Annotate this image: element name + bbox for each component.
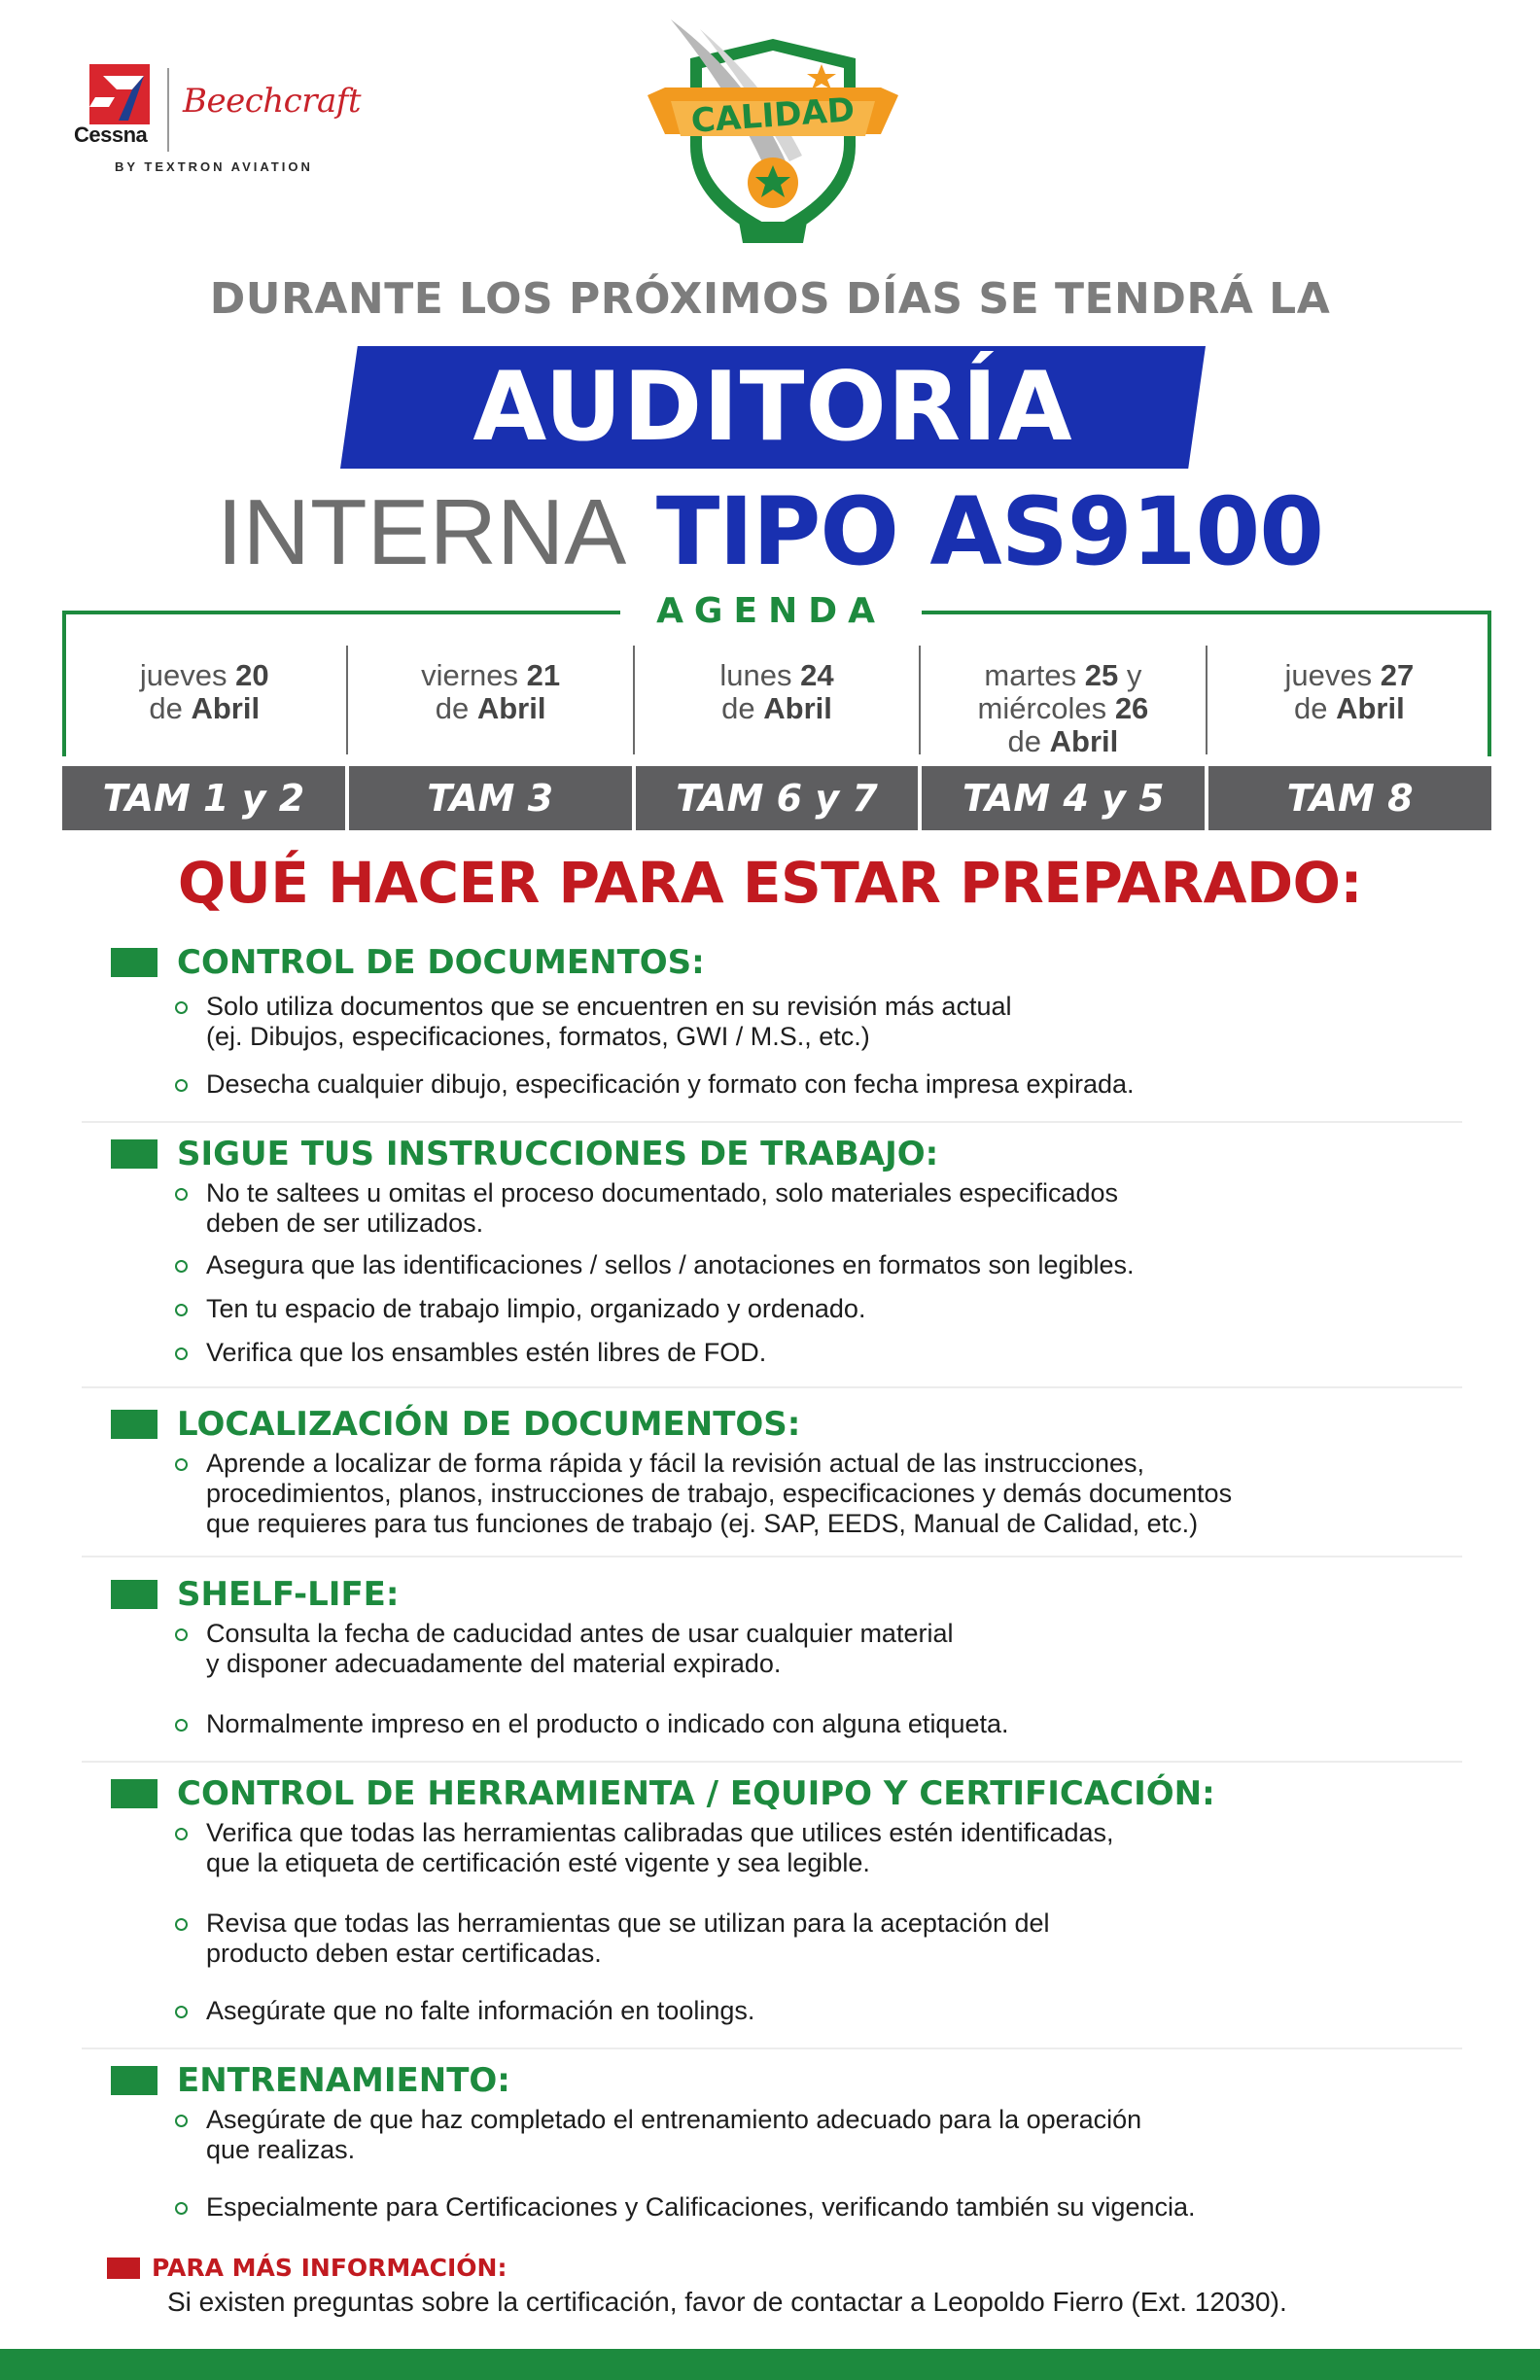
- connector-and: y: [1126, 658, 1142, 692]
- section-square-icon: [111, 1580, 158, 1609]
- agenda-tam: TAM 3: [349, 766, 632, 830]
- info-title: PARA MÁS INFORMACIÓN:: [152, 2254, 508, 2282]
- weekday: miércoles: [977, 691, 1107, 725]
- agenda-tam: TAM 1 y 2: [62, 766, 345, 830]
- tipo-as9100: TIPO AS9100: [655, 477, 1324, 586]
- beechcraft-wordmark: Beechcraft: [183, 82, 361, 121]
- bullet-item: Asegúrate que no falte información en toolings.: [206, 1996, 1431, 2026]
- section-header: [111, 1135, 938, 1173]
- section-square-icon: [111, 1779, 158, 1808]
- day-number: 26: [1114, 691, 1149, 725]
- bullet-item: Especialmente para Certificaciones y Calificaciones, verificando también su vigencia.: [206, 2192, 1431, 2222]
- section-header: [111, 1405, 800, 1444]
- bullet-item: Asegura que las identificaciones / sellos / anotaciones en formatos son legibles.: [206, 1250, 1431, 1280]
- section-square-icon: [111, 1139, 158, 1169]
- agenda-date: [921, 646, 1207, 758]
- textron-tagline: BY TEXTRON AVIATION: [115, 159, 313, 174]
- cessna-wordmark: Cessna: [74, 122, 148, 147]
- section-title: CONTROL DE HERRAMIENTA / EQUIPO Y CERTIFICACIÓN:: [177, 1774, 1215, 1813]
- info-contact-text: Si existen preguntas sobre la certificación, favor de contactar a Leopoldo Fierro (Ext. 12030).: [167, 2287, 1287, 2317]
- calidad-badge-label: CALIDAD: [689, 90, 857, 141]
- connector: de: [1293, 691, 1328, 725]
- info-square-icon: [107, 2258, 140, 2279]
- footer-bar: [0, 2349, 1540, 2380]
- agenda-date: [62, 646, 348, 754]
- section-header: [111, 1774, 1215, 1813]
- bullet-item: Desecha cualquier dibujo, especificación y formato con fecha impresa expirada.: [206, 1069, 1431, 1100]
- brand-logos: [74, 64, 361, 181]
- weekday: lunes: [719, 658, 792, 692]
- bullet-item: Ten tu espacio de trabajo limpio, organizado y ordenado.: [206, 1294, 1431, 1324]
- section-title: ENTRENAMIENTO:: [177, 2061, 510, 2100]
- section-title: SIGUE TUS INSTRUCCIONES DE TRABAJO:: [177, 1135, 939, 1173]
- section-title: LOCALIZACIÓN DE DOCUMENTOS:: [177, 1405, 801, 1444]
- agenda-title: AGENDA: [656, 591, 886, 631]
- section-divider: [82, 2048, 1462, 2049]
- month: Abril: [1336, 691, 1405, 725]
- section-title: SHELF-LIFE:: [177, 1575, 400, 1614]
- section-divider: [82, 1386, 1462, 1388]
- connector: de: [149, 691, 183, 725]
- section-divider: [82, 1556, 1462, 1558]
- agenda-dates: [62, 646, 1491, 758]
- month: Abril: [763, 691, 832, 725]
- section-header: [111, 2061, 510, 2100]
- section-header: [111, 1575, 400, 1614]
- bullet-item: Aprende a localizar de forma rápida y fácil la revisión actual de las instrucciones, procedimientos, planos, instrucciones de trabajo, especificaciones y demás documentos que requieres para tus funciones de trabajo (ej. SAP, EEDS, Manual de Calidad, etc.): [206, 1449, 1431, 1539]
- calidad-badge-icon: [642, 19, 904, 253]
- connector: de: [1007, 724, 1042, 758]
- agenda-date: [635, 646, 921, 754]
- bullet-item: Solo utiliza documentos que se encuentren en su revisión más actual (ej. Dibujos, especificaciones, formatos, GWI / M.S., etc.): [206, 992, 1431, 1052]
- agenda-date: [348, 646, 634, 754]
- info-header: [107, 2254, 507, 2282]
- bullet-item: Revisa que todas las herramientas que se utilizan para la aceptación del producto deben estar certificadas.: [206, 1908, 1431, 1969]
- section-divider: [82, 1761, 1462, 1763]
- section-square-icon: [111, 948, 158, 977]
- interna-word: INTERNA: [216, 480, 627, 584]
- section-square-icon: [111, 2066, 158, 2095]
- brand-divider: [167, 68, 169, 152]
- agenda-tam: TAM 4 y 5: [922, 766, 1205, 830]
- weekday: viernes: [421, 658, 519, 692]
- agenda-tam: TAM 8: [1208, 766, 1491, 830]
- agenda-tam-row: [62, 766, 1491, 830]
- day-number: 27: [1380, 658, 1415, 692]
- bullet-item: Verifica que los ensambles estén libres de FOD.: [206, 1338, 1431, 1368]
- bullet-item: Verifica que todas las herramientas calibradas que utilices estén identificadas, que la etiqueta de certificación esté vigente y sea legible.: [206, 1818, 1431, 1878]
- section-square-icon: [111, 1410, 158, 1439]
- prep-title: QUÉ HACER PARA ESTAR PREPARADO:: [177, 850, 1363, 916]
- month: Abril: [191, 691, 261, 725]
- day-number: 24: [800, 658, 834, 692]
- bullet-item: Asegúrate de que haz completado el entrenamiento adecuado para la operación que realizas.: [206, 2105, 1431, 2165]
- agenda-date: [1208, 646, 1491, 754]
- section-divider: [82, 1121, 1462, 1123]
- agenda-tam: TAM 6 y 7: [636, 766, 919, 830]
- weekday: martes: [984, 658, 1077, 692]
- cessna-logo-icon: [89, 64, 150, 124]
- day-number: 25: [1084, 658, 1119, 692]
- month: Abril: [476, 691, 546, 725]
- weekday: jueves: [139, 658, 228, 692]
- section-header: [111, 943, 705, 982]
- month: Abril: [1049, 724, 1119, 758]
- day-number: 20: [235, 658, 269, 692]
- connector: de: [435, 691, 470, 725]
- connector: de: [721, 691, 755, 725]
- bullet-item: Normalmente impreso en el producto o indicado con alguna etiqueta.: [206, 1709, 1431, 1739]
- intro-heading: DURANTE LOS PRÓXIMOS DÍAS SE TENDRÁ LA: [209, 274, 1331, 324]
- weekday: jueves: [1284, 658, 1373, 692]
- bullet-item: Consulta la fecha de caducidad antes de usar cualquier material y disponer adecuadamente del material expirado.: [206, 1619, 1431, 1679]
- section-title: CONTROL DE DOCUMENTOS:: [177, 943, 705, 982]
- bullet-item: No te saltees u omitas el proceso documentado, solo materiales especificados deben de ser utilizados.: [206, 1178, 1431, 1239]
- day-number: 21: [526, 658, 561, 692]
- audit-type-line: [0, 478, 1540, 586]
- auditoria-title: AUDITORÍA: [472, 352, 1073, 463]
